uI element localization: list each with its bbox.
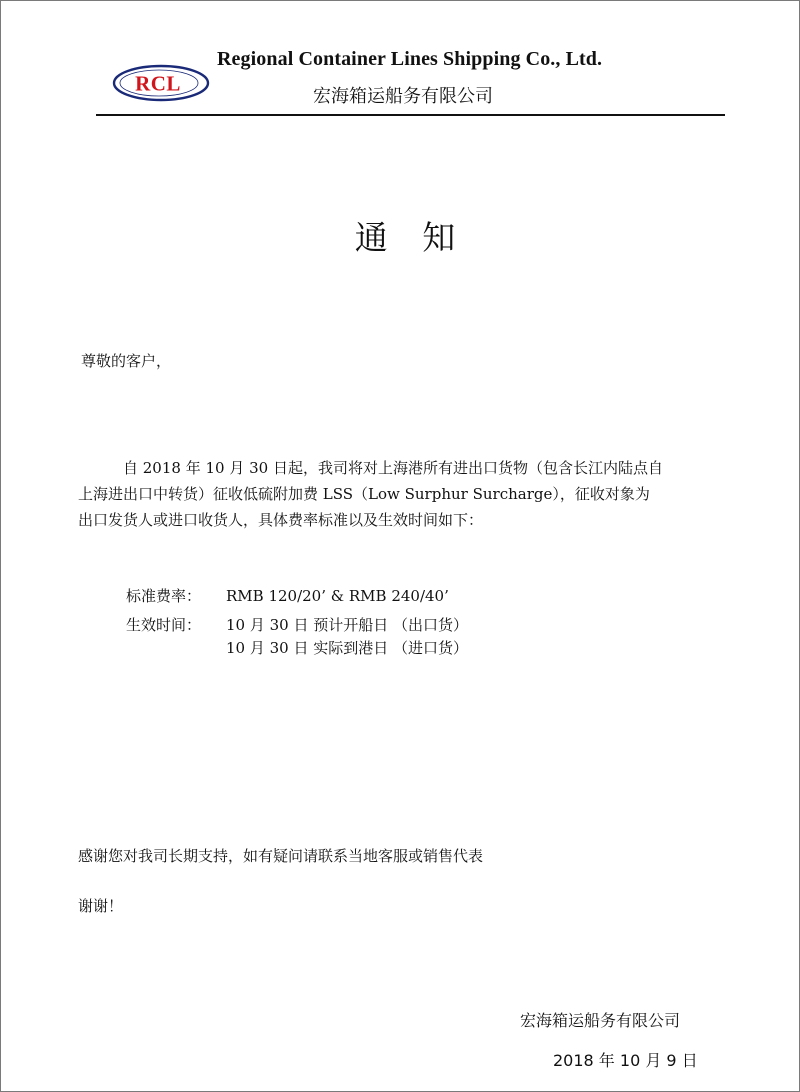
effective-export: 10 月 30 日 预计开船日 （出口货） xyxy=(226,616,469,634)
header-divider xyxy=(96,114,725,116)
rate-row xyxy=(126,585,468,608)
rate-label: 标准费率： xyxy=(126,587,202,605)
effective-label: 生效时间： xyxy=(126,616,202,634)
signature-date: 2018 年 10 月 9 日 xyxy=(553,1051,698,1070)
salutation: 尊敬的客户， xyxy=(81,352,172,370)
effective-row-export xyxy=(126,614,468,637)
logo-text: RCL xyxy=(135,71,181,96)
notice-title: 通 知 xyxy=(354,218,468,257)
company-name-en: Regional Container Lines Shipping Co., Ltd. xyxy=(217,48,603,70)
paragraph-line: 上海进出口中转货）征收低硫附加费 LSS（Low Surphur Surcharge），征收对象为 xyxy=(78,485,650,503)
rate-value: RMB 120/20’ & RMB 240/40’ xyxy=(226,587,449,605)
notice-paragraph xyxy=(78,455,728,533)
signature-company: 宏海箱运船务有限公司 xyxy=(520,1011,681,1030)
company-name-cn: 宏海箱运船务有限公司 xyxy=(313,86,493,107)
paragraph-line: 自 2018 年 10 月 30 日起，我司将对上海港所有进出口货物（包含长江内陆点自 xyxy=(123,459,663,477)
rcl-logo xyxy=(112,64,210,102)
thanks: 谢谢！ xyxy=(78,897,124,915)
rate-block xyxy=(126,585,468,660)
thanks-line: 感谢您对我司长期支持，如有疑问请联系当地客服或销售代表 xyxy=(78,847,484,865)
effective-row-import xyxy=(126,637,468,660)
effective-import: 10 月 30 日 实际到港日 （进口货） xyxy=(226,639,469,657)
paragraph-line: 出口发货人或进口收货人，具体费率标准以及生效时间如下： xyxy=(78,511,484,529)
